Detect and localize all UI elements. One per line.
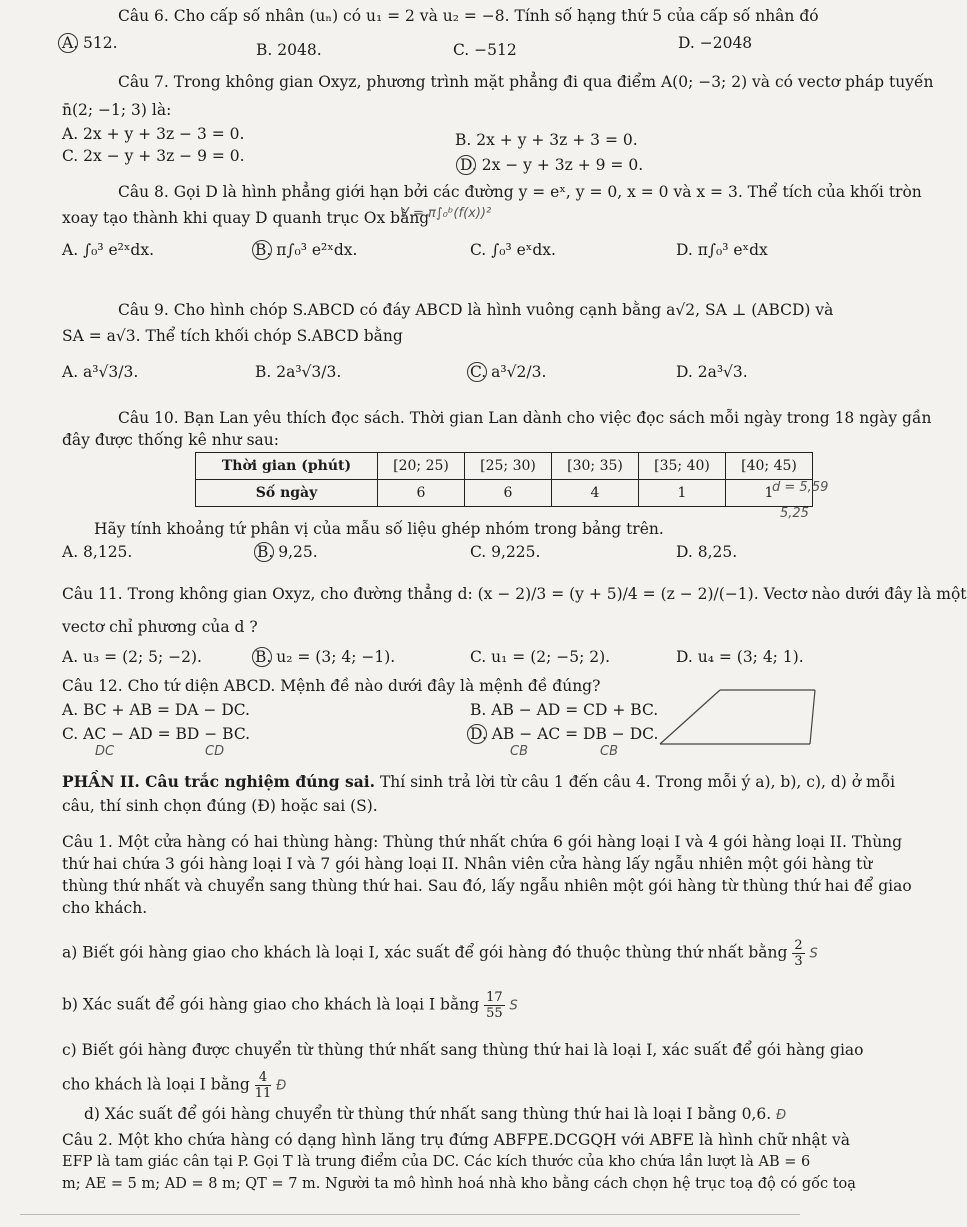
tetrahedron-sketch <box>650 672 830 752</box>
fraction-num: 17 <box>486 990 503 1005</box>
p2q1-a-text: a) Biết gói hàng giao cho khách là loại I, xác suất để gói hàng đó thuộc thùng thứ nhất bằng <box>62 943 788 962</box>
q10-option-c[interactable]: C. 9,225. <box>470 543 541 561</box>
p2q2-line-3: m; AE = 5 m; AD = 8 m; QT = 7 m. Người ta mô hình hoá nhà kho bằng cách chọn hệ trục toạ độ có gốc toạ <box>62 1176 856 1192</box>
q10-handwriting: d = 5,59 <box>772 480 829 495</box>
q12-handwriting: DC <box>95 744 115 759</box>
q11-option-b[interactable]: B. u₂ = (3; 4; −1). <box>255 648 396 666</box>
fraction <box>484 990 505 1021</box>
q10-option-b[interactable]: B. 9,25. <box>257 543 318 561</box>
answer-circle <box>58 33 78 53</box>
table-row <box>196 480 813 507</box>
q6-option-c[interactable]: C. −512 <box>453 41 517 59</box>
p2q2-line-1: Câu 2. Một kho chứa hàng có dạng hình lăng trụ đứng ABFPE.DCGQH với ABFE là hình chữ nhật và <box>62 1131 850 1149</box>
table-cell: 1 <box>726 480 813 507</box>
q7-stem-2: n̄(2; −1; 3) là: <box>62 101 172 119</box>
p2q1-c2-text: cho khách là loại I bằng <box>62 1075 250 1094</box>
q8-option-a[interactable]: A. ∫₀³ e²ˣdx. <box>62 241 155 259</box>
q12-handwriting: CD <box>205 744 225 759</box>
q12-stem: Câu 12. Cho tứ diện ABCD. Mệnh đề nào dưới đây là mệnh đề đúng? <box>62 677 601 695</box>
q9-option-d[interactable]: D. 2a³√3. <box>676 363 748 381</box>
table-cell: [40; 45) <box>726 453 813 480</box>
q12-handwriting: CB <box>600 744 618 759</box>
q8-option-d[interactable]: D. π∫₀³ eˣdx <box>676 241 768 259</box>
q10-stem-2: đây được thống kê như sau: <box>62 431 279 449</box>
answer-circle <box>252 240 272 260</box>
p2q1-item-c: c) Biết gói hàng được chuyển từ thùng thứ nhất sang thùng thứ hai là loại I, xác suất để gói hàng giao <box>62 1041 864 1059</box>
divider <box>20 1214 800 1215</box>
q11-option-c[interactable]: C. u₁ = (2; −5; 2). <box>470 648 611 666</box>
q10-option-d[interactable]: D. 8,25. <box>676 543 738 561</box>
q6-stem: Câu 6. Cho cấp số nhân (uₙ) có u₁ = 2 và u₂ = −8. Tính số hạng thứ 5 của cấp số nhân đó <box>118 7 819 25</box>
part2-header <box>62 772 895 792</box>
frequency-table <box>195 452 813 507</box>
q7-option-d[interactable]: D. 2x − y + 3z + 9 = 0. <box>460 156 644 174</box>
p2q1-line-4: cho khách. <box>62 899 148 917</box>
table-cell: 4 <box>552 480 639 507</box>
q6-option-d[interactable]: D. −2048 <box>678 34 753 52</box>
q9-option-c[interactable]: C. a³√2/3. <box>470 363 547 381</box>
p2q1-line-1: Câu 1. Một cửa hàng có hai thùng hàng: Thùng thứ nhất chứa 6 gói hàng loại I và 4 gói hàng loại II. Thùng <box>62 833 903 851</box>
p2q1-b-mark: S <box>509 998 518 1014</box>
answer-circle <box>254 542 274 562</box>
q7-stem: Câu 7. Trong không gian Oxyz, phương trình mặt phẳng đi qua điểm A(0; −3; 2) và có vectơ pháp tuyến <box>118 73 934 91</box>
q6-option-b[interactable]: B. 2048. <box>256 41 322 59</box>
q12-option-b[interactable]: B. AB − AD = CD + BC. <box>470 701 659 719</box>
p2q1-d-text: d) Xác suất để gói hàng chuyển từ thùng thứ nhất sang thùng thứ hai là loại I bằng 0,6. <box>84 1105 772 1123</box>
table-cell: 6 <box>378 480 465 507</box>
q10-option-a[interactable]: A. 8,125. <box>62 543 133 561</box>
table-cell: [30; 35) <box>552 453 639 480</box>
q6-option-a[interactable]: A. 512. <box>62 34 118 52</box>
p2q1-c-mark: Đ <box>276 1078 287 1094</box>
q9-stem-2: SA = a√3. Thể tích khối chóp S.ABCD bằng <box>62 327 403 345</box>
q12-handwriting: CB <box>510 744 528 759</box>
q10-handwriting: 5,25 <box>780 506 809 521</box>
q8-handwriting: V = π∫₀ᵇ(f(x))² <box>400 206 492 221</box>
q12-option-a[interactable]: A. BC + AB = DA − DC. <box>62 701 250 719</box>
table-cell: [35; 40) <box>639 453 726 480</box>
fraction-den: 11 <box>254 1086 272 1101</box>
p2q1-item-a <box>62 938 818 969</box>
q7-option-c[interactable]: C. 2x − y + 3z − 9 = 0. <box>62 147 245 165</box>
p2q2-line-2: EFP là tam giác cân tại P. Gọi T là trung điểm của DC. Các kích thước của kho chứa lần lượt là AB = 6 <box>62 1154 811 1170</box>
fraction-den: 55 <box>486 1006 503 1021</box>
table-header-time: Thời gian (phút) <box>196 453 378 480</box>
q11-stem: Câu 11. Trong không gian Oxyz, cho đường thẳng d: (x − 2)/3 = (y + 5)/4 = (z − 2)/(−1). Vectơ nào dưới đây là một <box>62 585 967 603</box>
p2q1-a-mark: S <box>809 946 818 962</box>
q11-stem-2: vectơ chỉ phương của d ? <box>62 618 258 636</box>
q7-option-b[interactable]: B. 2x + y + 3z + 3 = 0. <box>455 131 638 149</box>
table-cell: 6 <box>465 480 552 507</box>
answer-circle <box>467 724 487 744</box>
q11-option-a[interactable]: A. u₃ = (2; 5; −2). <box>62 648 202 666</box>
answer-circle <box>467 362 487 382</box>
table-cell: [20; 25) <box>378 453 465 480</box>
p2q1-line-3: thùng thứ nhất và chuyển sang thùng thứ hai. Sau đó, lấy ngẫu nhiên một gói hàng từ thùng thứ hai để giao <box>62 877 912 895</box>
q12-option-c[interactable]: C. AC − AD = BD − BC. <box>62 725 251 743</box>
q11-option-d[interactable]: D. u₄ = (3; 4; 1). <box>676 648 804 666</box>
q8-option-c[interactable]: C. ∫₀³ eˣdx. <box>470 241 556 259</box>
part2-text: Thí sinh trả lời từ câu 1 đến câu 4. Trong mỗi ý a), b), c), d) ở mỗi <box>379 773 896 791</box>
q8-stem: Câu 8. Gọi D là hình phẳng giới hạn bởi các đường y = eˣ, y = 0, x = 0 và x = 3. Thể tích của khối tròn <box>118 183 922 201</box>
q9-option-b[interactable]: B. 2a³√3/3. <box>255 363 342 381</box>
table-row <box>196 453 813 480</box>
fraction-num: 2 <box>794 938 803 953</box>
q7-option-a[interactable]: A. 2x + y + 3z − 3 = 0. <box>62 125 245 143</box>
answer-circle <box>252 647 272 667</box>
q8-option-b[interactable]: B. π∫₀³ e²ˣdx. <box>255 241 358 259</box>
p2q1-item-b <box>62 990 518 1021</box>
p2q1-item-c-2 <box>62 1070 286 1101</box>
p2q1-d-mark: Đ <box>776 1108 787 1123</box>
q8-stem-2: xoay tạo thành khi quay D quanh trục Ox bằng <box>62 209 430 227</box>
fraction-den: 3 <box>794 954 803 969</box>
p2q1-item-d <box>84 1104 786 1126</box>
p2q1-b-text: b) Xác suất để gói hàng giao cho khách là loại I bằng <box>62 995 480 1014</box>
fraction <box>792 938 804 969</box>
table-cell: 1 <box>639 480 726 507</box>
q9-stem: Câu 9. Cho hình chóp S.ABCD có đáy ABCD là hình vuông cạnh bằng a√2, SA ⊥ (ABCD) và <box>118 301 834 319</box>
p2q1-line-2: thứ hai chứa 3 gói hàng loại I và 7 gói hàng loại II. Nhân viên cửa hàng lấy ngẫu nhiên một gói hàng từ <box>62 855 873 873</box>
q10-stem: Câu 10. Bạn Lan yêu thích đọc sách. Thời gian Lan dành cho việc đọc sách mỗi ngày trong 18 ngày gần <box>118 409 932 427</box>
q10-stem-3: Hãy tính khoảng tứ phân vị của mẫu số liệu ghép nhóm trong bảng trên. <box>94 520 664 538</box>
q9-option-a[interactable]: A. a³√3/3. <box>62 363 139 381</box>
table-cell: [25; 30) <box>465 453 552 480</box>
q12-option-d[interactable]: D. AB − AC = DB − DC. <box>470 725 659 743</box>
fraction-num: 4 <box>255 1070 272 1086</box>
fraction <box>255 1070 272 1101</box>
table-header-days: Số ngày <box>196 480 378 507</box>
part2-text-2: câu, thí sinh chọn đúng (Đ) hoặc sai (S). <box>62 797 378 815</box>
answer-circle <box>456 155 476 175</box>
part2-title: PHẦN II. Câu trắc nghiệm đúng sai. <box>62 772 376 791</box>
